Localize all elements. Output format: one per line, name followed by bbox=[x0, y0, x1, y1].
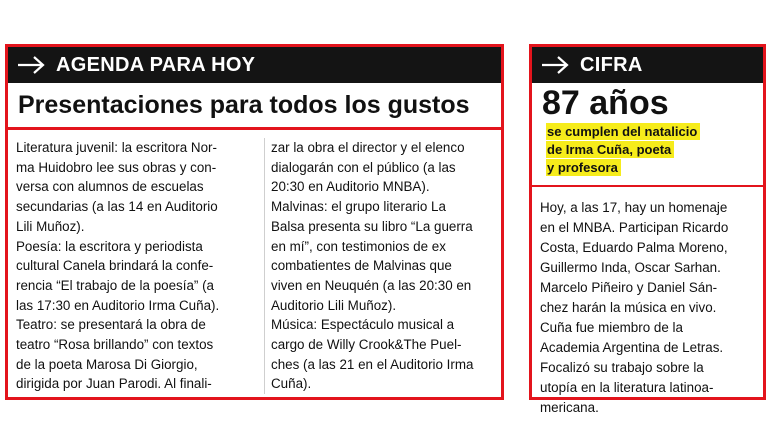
text-line: viven en Neuquén (a las 20:30 en bbox=[271, 277, 472, 293]
cifra-subtitle bbox=[532, 123, 763, 177]
right-arrow-icon bbox=[16, 55, 46, 75]
text-line: teatro “Rosa brillando” con textos bbox=[16, 337, 214, 353]
text-line: dialogarán con el público (a las bbox=[271, 159, 456, 175]
text-line: Auditorio Lili Muñoz). bbox=[271, 297, 397, 313]
text-line: de la poeta Marosa Di Giorgio, bbox=[16, 356, 198, 372]
text-line: versa con alumnos de escuelas bbox=[16, 179, 204, 195]
text-line: Lili Muñoz). bbox=[16, 218, 85, 234]
text-line: en mí”, con testimonios de ex bbox=[271, 238, 446, 254]
text-line: secundarias (a las 14 en Auditorio bbox=[16, 199, 218, 215]
text-line: Teatro: se presentará la obra de bbox=[16, 317, 206, 333]
text-line: Costa, Eduardo Palma Moreno, bbox=[540, 240, 728, 255]
text-line: Guillermo Inda, Oscar Sarhan. bbox=[540, 260, 721, 275]
agenda-header-label: AGENDA PARA HOY bbox=[56, 53, 256, 76]
text-line: mericana. bbox=[540, 400, 599, 415]
agenda-column-1 bbox=[16, 138, 264, 394]
cifra-panel bbox=[529, 44, 766, 415]
text-line: Focalizó su trabajo sobre la bbox=[540, 360, 704, 375]
text-line: combatientes de Malvinas que bbox=[271, 258, 452, 274]
text-line: Hoy, a las 17, hay un homenaje bbox=[540, 200, 728, 215]
text-line: Balsa presenta su libro “La guerra bbox=[271, 218, 473, 234]
cifra-body bbox=[532, 187, 763, 418]
highlighted-line: de Irma Cuña, poeta bbox=[546, 141, 674, 158]
agenda-header-bar bbox=[8, 47, 501, 83]
text-line: Literatura juvenil: la escritora Nor- bbox=[16, 140, 217, 155]
agenda-headline: Presentaciones para todos los gustos bbox=[8, 83, 501, 130]
text-line: Poesía: la escritora y periodista bbox=[16, 238, 203, 254]
text-line: zar la obra el director y el elenco bbox=[271, 140, 465, 155]
agenda-panel bbox=[5, 44, 504, 400]
agenda-column-2 bbox=[264, 138, 473, 394]
text-line: Academia Argentina de Letras. bbox=[540, 340, 724, 355]
text-line: Malvinas: el grupo literario La bbox=[271, 199, 446, 215]
text-line: cargo de Willy Crook&The Puel- bbox=[271, 337, 462, 353]
cifra-header-label: CIFRA bbox=[580, 53, 643, 76]
text-line: rencia “El trabajo de la poesía” (a bbox=[16, 277, 214, 293]
text-line: chez harán la música en vivo. bbox=[540, 300, 717, 315]
text-line: las 17:30 en Auditorio Irma Cuña). bbox=[16, 297, 220, 313]
text-line: utopía en la literatura latinoa- bbox=[540, 380, 714, 395]
text-line: Marcelo Piñeiro y Daniel Sán- bbox=[540, 280, 718, 295]
text-line: Música: Espectáculo musical a bbox=[271, 317, 455, 333]
right-arrow-icon bbox=[540, 55, 570, 75]
text-line: ma Huidobro lee sus obras y con- bbox=[16, 159, 217, 175]
highlighted-line: se cumplen del natalicio bbox=[546, 123, 700, 140]
agenda-body bbox=[8, 130, 501, 394]
cifra-figure: 87 años bbox=[542, 84, 669, 122]
highlighted-line: y profesora bbox=[546, 159, 621, 176]
text-line: en el MNBA. Participan Ricardo bbox=[540, 220, 729, 235]
text-line: ches (a las 21 en el Auditorio Irma bbox=[271, 356, 474, 372]
text-line: Cuña). bbox=[271, 376, 312, 392]
text-line: Cuña fue miembro de la bbox=[540, 320, 683, 335]
text-line: cultural Canela brindará la confe- bbox=[16, 258, 214, 274]
cifra-header-bar bbox=[532, 47, 763, 83]
text-line: 20:30 en Auditorio MNBA). bbox=[271, 179, 430, 195]
text-line: dirigida por Juan Parodi. Al finali- bbox=[16, 376, 212, 392]
